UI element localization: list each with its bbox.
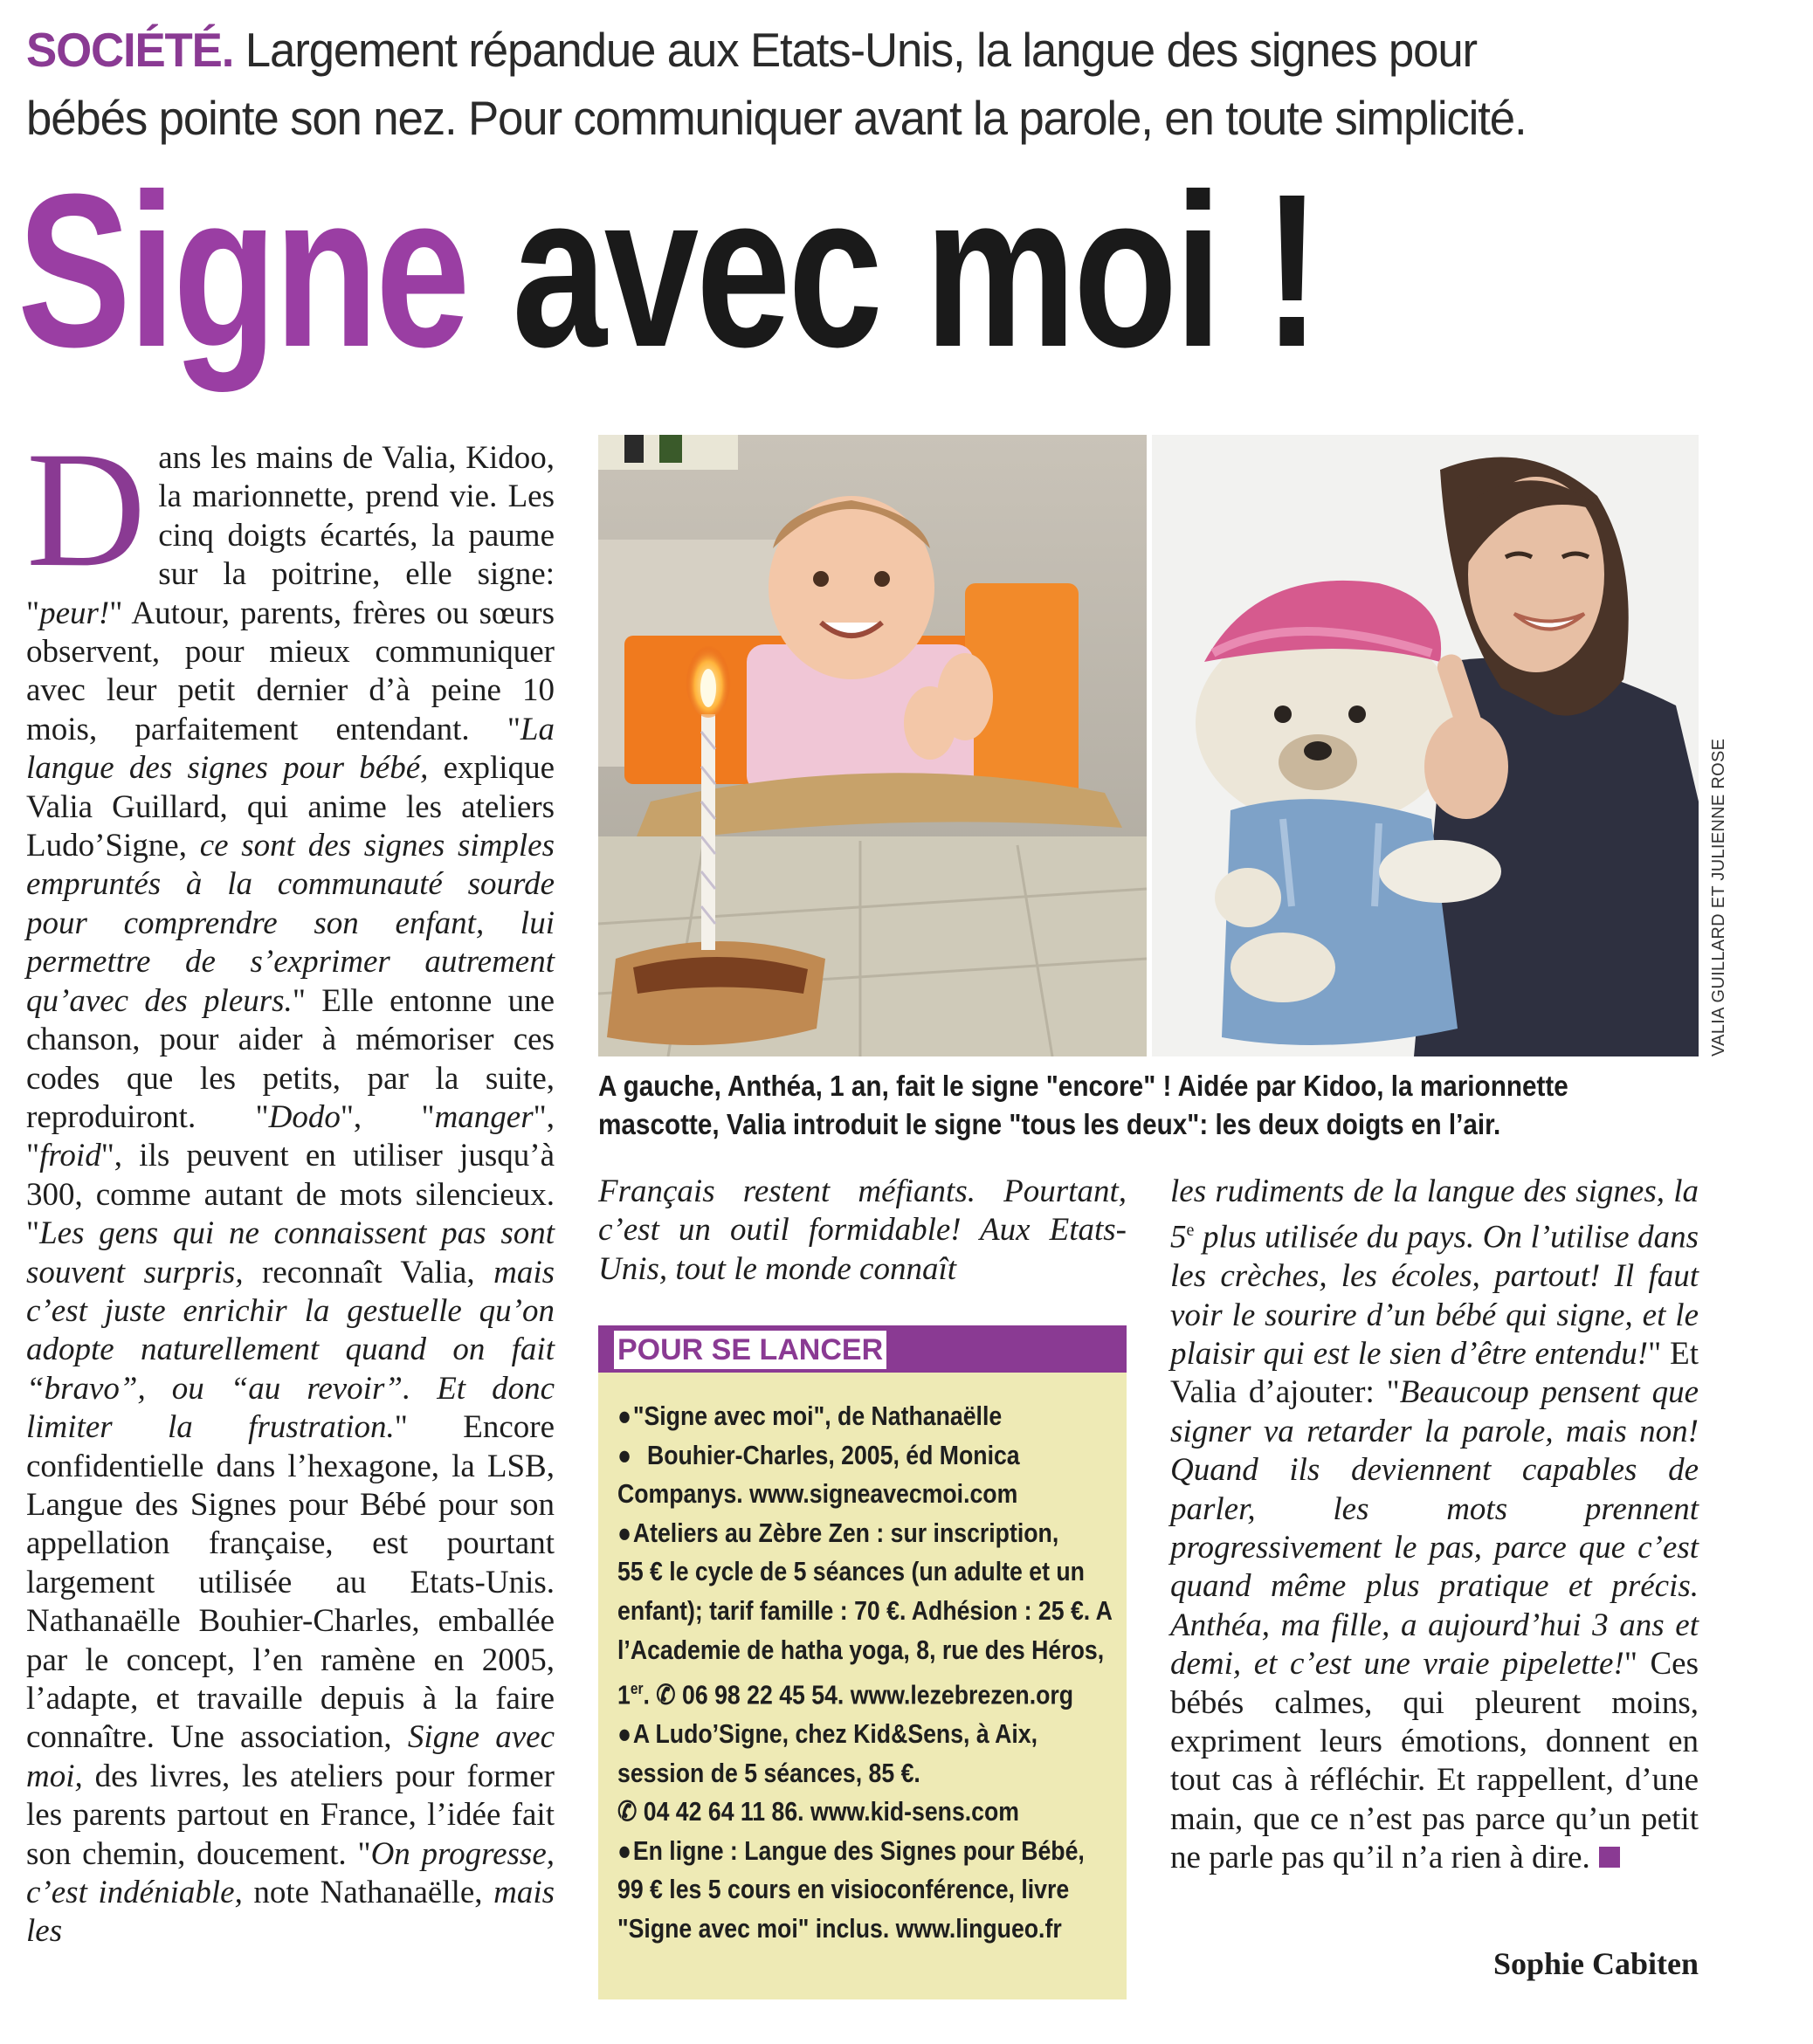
quote-run: Les gens qui ne connaissent pas sont souvent surpris, [26, 1215, 555, 1290]
box-line: session de 5 séances, 85 €. [617, 1757, 920, 1788]
info-box-body [617, 1397, 1124, 1949]
box-line: Companys. www.signeavecmoi.com [617, 1478, 1018, 1510]
box-line: ● En ligne : Langue des Signes pour Bébé, [617, 1832, 1053, 1871]
paragraph [26, 418, 555, 1951]
text-run: " Encore confidentielle dans l’hexagone, la LSB, Langue des Signes pour Bébé pour son appellation française, est pourtant largement utilisée au Etats-Unis. Nathanaëlle Bouhier-Charles, emballée par le concept, l’en ramène en 2005, l’adapte, et travaille depuis à la faire connaître. Une association, [26, 1409, 555, 1756]
quote-run: mais les [26, 1875, 555, 1950]
text-run: note Nathanaëlle, [242, 1875, 494, 1911]
box-line: 55 € le cycle de 5 séances (un adulte et un [617, 1556, 1085, 1587]
drop-cap: D [26, 418, 147, 602]
text-run: " Autour, parents, frères ou sœurs observent, pour mieux communiquer avec leur petit dernier d’à peine 10 mois, parfaitement entendant. " [26, 595, 555, 747]
text-run: " Elle entonne une chanson, pour aider à mémoriser ces codes que les petits, par la suite, reproduiront. " [26, 982, 555, 1135]
quote-run: La langue des signes pour bébé, [26, 711, 555, 787]
superscript: e [1186, 1221, 1195, 1241]
quote-run: les rudiments de la langue des signes, la 5 [1170, 1173, 1699, 1256]
box-line: ● Ateliers au Zèbre Zen : sur inscription, [617, 1514, 1053, 1553]
text-run: explique Valia Guillard, qui anime les ateliers Ludo’Signe, [26, 750, 555, 864]
article-column-1 [26, 418, 555, 1951]
quote-run: froid [39, 1138, 101, 1174]
info-box-title: POUR SE LANCER [614, 1331, 886, 1369]
deck-line-2: bébés pointe son nez. Pour communiquer avant la parole, en toute simplicité. [26, 91, 1527, 145]
woman-teddy-illustration [1152, 435, 1699, 1056]
info-box [598, 1325, 1127, 1999]
box-line: l’Academie de hatha yoga, 8, rue des Héros, [617, 1634, 1105, 1665]
text-run: " Et Valia d’ajouter: " [1170, 1335, 1699, 1411]
paragraph [1170, 1173, 1699, 1878]
box-line [617, 1436, 1053, 1476]
paragraph [598, 1173, 1127, 1289]
photo-credit: VALIA GUILLARD ET JULIENNE ROSE [1709, 738, 1728, 1056]
quote-run: Dodo [268, 1098, 341, 1135]
box-line: ● A Ludo’Signe, chez Kid&Sens, à Aix, [617, 1715, 1053, 1754]
author-signature: Sophie Cabiten [1492, 1946, 1699, 1981]
text-run: ", " [340, 1098, 435, 1135]
headline-part-1: Signe [17, 148, 468, 392]
photo-woman-with-teddy [1152, 435, 1699, 1056]
quote-run: mais c’est juste enrichir la gestuelle qu’on adopte naturellement quand on fait “bravo”, ou “au revoir”. Et donc limiter la frustration. [26, 1254, 555, 1446]
text-run: des livres, les ateliers pour former les parents partout en France, l’idée fait son chemin, doucement. " [26, 1758, 555, 1872]
photo-pair [598, 435, 1699, 1056]
quote-run: Français restent méfiants. Pourtant, c’est un outil formidable! Aux Etats-Unis, tout le monde connaît [598, 1173, 1127, 1287]
quote-run: Signe avec moi, [26, 1719, 555, 1794]
quote-run: manger [434, 1098, 534, 1135]
end-mark [1599, 1847, 1620, 1868]
headline-part-2: avec moi ! [512, 148, 1318, 392]
quote-run: peur! [39, 595, 110, 631]
caption-line-1: A gauche, Anthéa, 1 an, fait le signe "encore" ! Aidée par Kidoo, la marionnette [598, 1070, 1568, 1102]
article-deck [26, 16, 1703, 152]
box-line: enfant); tarif famille : 70 €. Adhésion : 25 €. A [617, 1594, 1113, 1626]
photo-baby-birthday [598, 435, 1147, 1056]
caption-line-2: mascotte, Valia introduit le signe "tous les deux": les deux doigts en l’air. [598, 1108, 1501, 1140]
article-column-3 [1170, 1173, 1699, 1878]
photo-caption [598, 1067, 1699, 1144]
quote-run: ce sont des signes simples empruntés à la communauté sourde pour comprendre son enfant, lui permettre de s’exprimer autrement qu’avec des pleurs. [26, 828, 555, 1019]
box-line: ✆ 04 42 64 11 86. www.kid-sens.com [617, 1796, 1020, 1827]
box-line-text: 1 [617, 1679, 631, 1710]
article-column-2 [598, 1173, 1127, 1289]
text-run: reconnaît Valia, [243, 1254, 494, 1290]
text-run: " Ces bébés calmes, qui pleurent moins, expriment leurs émotions, donnent en tout cas à réfléchir. Et rappellent, d’une main, que ce n’est pas parce qu’un petit ne parle pas qu’il n’a rien à dire. [1170, 1646, 1699, 1876]
baby-photo-illustration [598, 435, 1147, 1056]
box-line [617, 1669, 1074, 1715]
box-line: "Signe avec moi" inclus. www.lingueo.fr [617, 1913, 1062, 1944]
box-line-text: Bouhier-Charles, 2005, éd Monica [646, 1439, 1020, 1470]
quote-run: Beaucoup pensent que signer va retarder la parole, mais non! Quand ils deviennent capables de parler, les mots prennent progressivement le pas, parce que c’est quand même plus pratique et précis. Anthéa, ma fille, a aujourd’hui 3 ans et demi, et c’est une vraie pipelette! [1170, 1374, 1699, 1683]
text-run: ", ils peuvent en utiliser jusqu’à 300, comme autant de mots silencieux. " [26, 1138, 555, 1252]
box-line: 99 € les 5 cours en visioconférence, livre [617, 1874, 1070, 1905]
box-line-text: . ✆ 06 98 22 45 54. www.lezebrezen.org [643, 1679, 1074, 1710]
text-run: ans les mains de Valia, Kidoo, la marionnette, prend vie. Les cinq doigts écartés, la paume sur la poitrine, elle signe: " [26, 440, 555, 631]
deck-line-1 [26, 16, 1703, 84]
text-run: ", " [26, 1098, 555, 1174]
headline [17, 148, 1318, 392]
quote-run: plus utilisée du pays. On l’utilise dans les crèches, les écoles, partout! Il faut voir le sourire d’un bébé qui signe, et le plaisir qui est le sien d’être entendu! [1170, 1219, 1699, 1372]
section-rubric: SOCIÉTÉ. [26, 23, 234, 77]
superscript: er [630, 1680, 644, 1698]
box-line: ● "Signe avec moi", de Nathanaëlle [617, 1397, 1053, 1436]
quote-run: On progresse, c’est indéniable, [26, 1835, 555, 1911]
deck-text: Largement répandue aux Etats-Unis, la langue des signes pour [245, 23, 1477, 77]
